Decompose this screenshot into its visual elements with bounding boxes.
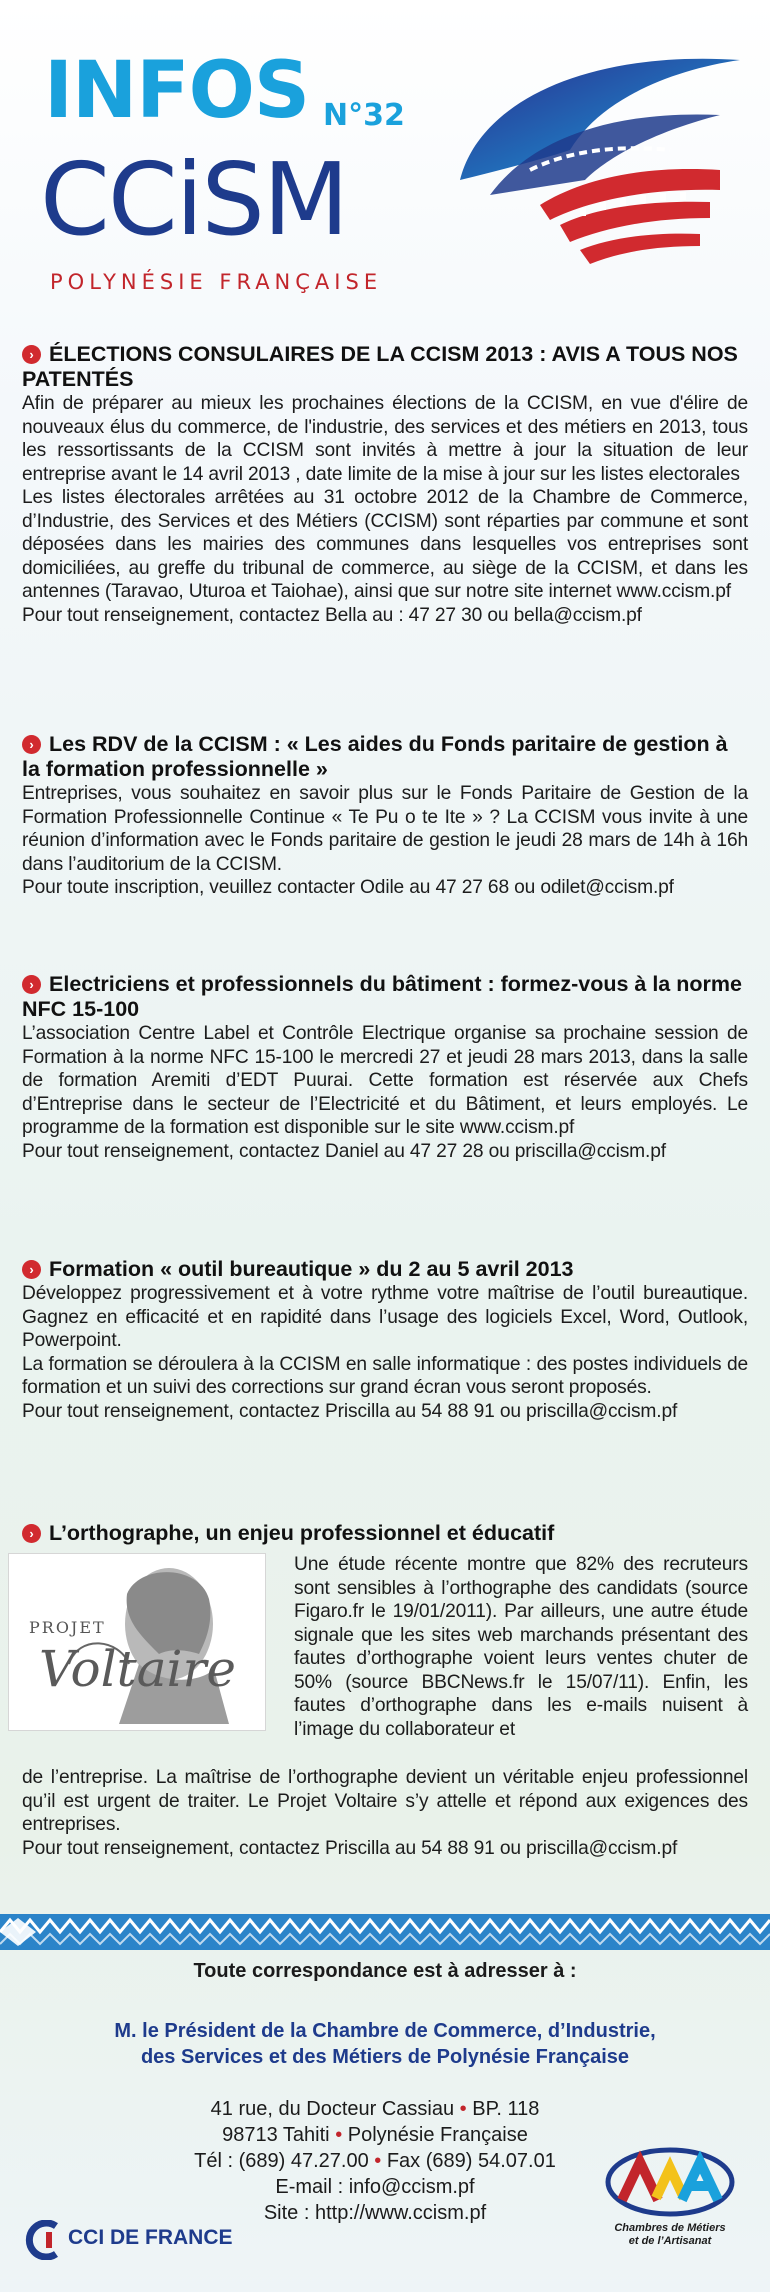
article-title-text: Les RDV de la CCISM : « Les aides du Fonds paritaire de gestion à la formation professionnelle » <box>22 732 728 781</box>
article-title <box>22 972 748 1022</box>
cma-caption-line: et de l’Artisanat <box>628 2235 712 2247</box>
contact-line: Pour tout renseignement, contactez Bella au : 47 27 30 ou bella@ccism.pf <box>22 604 642 626</box>
cci-de-france-text: CCI DE FRANCE <box>68 2226 233 2249</box>
contact-line: Pour tout renseignement, contactez Priscilla au 54 88 91 ou priscilla@ccism.pf <box>22 1400 678 1422</box>
chevron-right-icon: › <box>22 1260 41 1279</box>
chevron-right-icon: › <box>22 345 41 364</box>
article-body <box>22 782 748 900</box>
address-line <box>175 2148 575 2174</box>
city: 98713 Tahiti <box>222 2124 330 2146</box>
fax: Fax (689) 54.07.01 <box>386 2150 556 2172</box>
orthographe-continued <box>22 1766 748 1860</box>
article-title <box>22 1257 748 1282</box>
article-title <box>22 732 748 782</box>
cma-caption-line: Chambres de Métiers <box>614 2222 726 2234</box>
cma-caption <box>600 2222 740 2248</box>
article-orthographe <box>22 1521 748 1546</box>
article-title-text: L’orthographe, un enjeu professionnel et éducatif <box>49 1521 555 1545</box>
paragraph: de l’entreprise. La maîtrise de l’orthographe devient un véritable enjeu professionnel qu’il est urgent de traiter. Le Projet Voltaire s’y attelle et répond aux exigences des entreprises. <box>22 1767 748 1835</box>
voltaire-label-projet: PROJET <box>29 1618 106 1637</box>
contact-line: Pour toute inscription, veuillez contacter Odile au 47 27 68 ou odilet@ccism.pf <box>22 877 674 898</box>
bullet-dot-icon: • <box>335 2124 343 2146</box>
chevron-right-icon: › <box>22 975 41 994</box>
orthographe-side-text: Une étude récente montre que 82% des recruteurs sont sensibles à l’orthographe des candidats (source Figaro.fr le 19/01/2011). Par ailleurs, une autre étude signale que les sites web marchands présentant des fautes d’orthographe voient leurs ventes chuter de 50% (source BBCNews.fr le 15/07/11). Enfin, les fautes d’orthographe dans les e-mails nuisent à l’image du collaborateur et <box>294 1554 748 1740</box>
article-rdv-ccism <box>22 732 748 900</box>
president-line: M. le Président de la Chambre de Commerce, d’Industrie, <box>114 2020 656 2042</box>
issue-number: N°32 <box>323 98 405 133</box>
address-line <box>175 2096 575 2122</box>
po-box: BP. 118 <box>472 2098 540 2120</box>
email-link[interactable]: E-mail : info@ccism.pf <box>275 2176 475 2198</box>
projet-voltaire-logo <box>8 1553 266 1731</box>
polynesian-swoosh-logo <box>420 30 750 270</box>
phone: Tél : (689) 47.27.00 <box>194 2150 369 2172</box>
article-body <box>22 392 748 627</box>
bullet-dot-icon: • <box>459 2098 467 2120</box>
article-body <box>22 1282 748 1423</box>
correspondence-label: Toute correspondance est à adresser à : <box>193 1960 577 1982</box>
contact-line: Pour tout renseignement, contactez Priscilla au 54 88 91 ou priscilla@ccism.pf <box>22 1837 678 1859</box>
article-title-text: Formation « outil bureautique » du 2 au 5 avril 2013 <box>49 1257 574 1281</box>
brand-logo-text: CCiSM <box>40 141 348 258</box>
president-address <box>0 2018 770 2070</box>
paragraph: Afin de préparer au mieux les prochaines élections de la CCISM, en vue d'élire de nouveaux élus du commerce, de l'industrie, des services et des métiers en 2013, tous les ressortissants de la CCISM sont invités à mettre à jour la situation de leur entreprise avant le 14 avril 2013 , date limite de la mise à jour sur les listes electorales <box>22 393 748 485</box>
address-line <box>175 2122 575 2148</box>
voltaire-label-name: Voltaire <box>39 1640 236 1698</box>
cci-de-france-logo-icon <box>22 2220 66 2260</box>
article-title <box>22 342 748 392</box>
article-title-text: Electriciens et professionnels du bâtiment : formez-vous à la norme NFC 15-100 <box>22 972 742 1021</box>
street: 41 rue, du Docteur Cassiau <box>210 2098 455 2120</box>
website-link[interactable]: Site : http://www.ccism.pf <box>263 2202 487 2224</box>
article-body <box>22 1022 748 1163</box>
president-line: des Services et des Métiers de Polynésie Française <box>140 2046 630 2068</box>
article-elections <box>22 342 748 627</box>
bullet-dot-icon: • <box>374 2150 382 2172</box>
infos-title: INFOS <box>44 46 310 136</box>
article-title <box>22 1521 748 1546</box>
country: Polynésie Française <box>347 2124 528 2146</box>
region-label: POLYNÉSIE FRANÇAISE <box>50 270 383 294</box>
article-bureautique <box>22 1257 748 1423</box>
paragraph: Entreprises, vous souhaitez en savoir plus sur le Fonds Paritaire de Gestion de la Formation Professionnelle Continue « Te Pu o te Ite » ? La CCISM vous invite à une réunion d’information avec le Fonds paritaire de gestion le jeudi 28 mars de 14h à 16h dans l’auditorium de la CCISM. <box>22 783 748 875</box>
masthead <box>0 0 770 320</box>
tapa-pattern-band <box>0 1914 770 1950</box>
paragraph: Développez progressivement et à votre rythme votre maîtrise de l’outil bureautique. Gagnez en efficacité et en rapidité dans l’usage des logiciels Excel, Word, Outlook, Powerpoint. <box>22 1283 748 1351</box>
paragraph: La formation se déroulera à la CCISM en salle informatique : des postes individuels de formation et un suivi des corrections sur grand écran vous seront proposés. <box>22 1353 748 1398</box>
postal-address <box>175 2096 575 2226</box>
chevron-right-icon: › <box>22 1524 41 1543</box>
paragraph: L’association Centre Label et Contrôle Electrique organise sa prochaine session de Formation à la norme NFC 15-100 le mercredi 27 et jeudi 28 mars 2013, dans la salle de formation Aremiti d’EDT Puurai. Cette formation est réservée aux Chefs d’Entreprise dans le secteur de l’Electricité et du Bâtiment, et leurs employés. Le programme de la formation est disponible sur le site www.ccism.pf <box>22 1023 748 1138</box>
chevron-right-icon: › <box>22 735 41 754</box>
cma-logo-icon <box>600 2140 740 2220</box>
article-title-text: ÉLECTIONS CONSULAIRES DE LA CCISM 2013 : AVIS A TOUS NOS PATENTÉS <box>22 342 738 391</box>
paragraph: Les listes électorales arrêtées au 31 octobre 2012 de la Chambre de Commerce, d’Industrie, des Services et des Métiers (CCISM) sont réparties par commune et sont déposées dans les mairies des communes dans lesquelles vos entreprises sont domiciliées, au greffe du tribunal de commerce, au siège de la CCISM, et dans les antennes (Taravao, Uturoa et Taiohae), ainsi que sur notre site internet www.ccism.pf <box>22 487 748 602</box>
contact-line: Pour tout renseignement, contactez Daniel au 47 27 28 ou priscilla@ccism.pf <box>22 1140 666 1162</box>
article-nfc-15-100 <box>22 972 748 1163</box>
